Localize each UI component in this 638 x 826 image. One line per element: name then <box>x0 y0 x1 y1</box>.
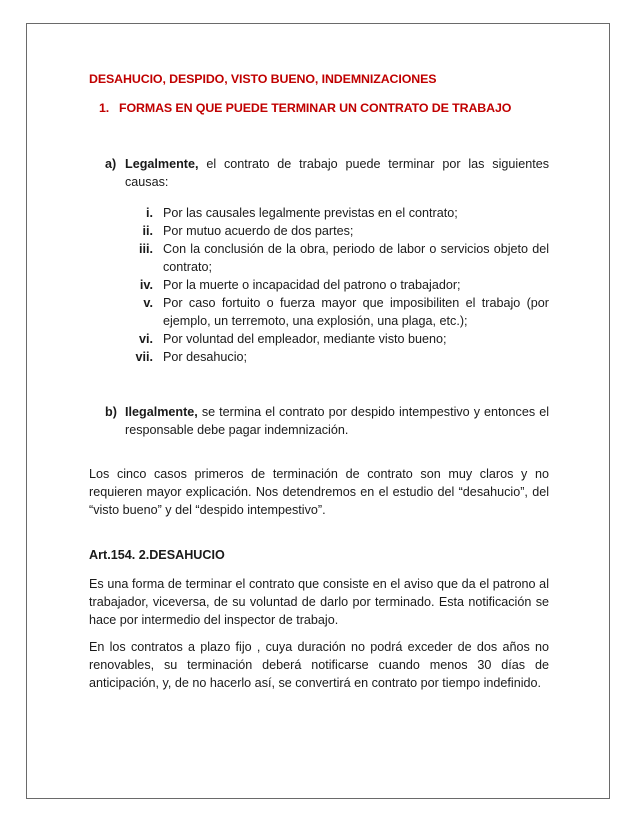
cause-text: Por mutuo acuerdo de dos partes; <box>163 224 354 238</box>
list-item <box>89 204 549 222</box>
cause-text: Por voluntad del empleador, mediante visto bueno; <box>163 332 447 346</box>
roman-numeral: ii. <box>142 224 153 238</box>
paragraph: En los contratos a plazo fijo , cuya duración no podrá exceder de dos años no renovables, su terminación deberá notificarse cuando menos 30 días de anticipación, y, de no hacerlo así, se convertirá en contrato por tiempo indefinido. <box>89 640 549 690</box>
roman-numeral: v. <box>143 296 153 310</box>
cause-text: Por caso fortuito o fuerza mayor que imposibiliten el trabajo (por ejemplo, un terremoto, una explosión, una plaga, etc.); <box>163 296 549 328</box>
item-lead: Ilegalmente, <box>125 405 198 419</box>
cause-text: Por la muerte o incapacidad del patrono o trabajador; <box>163 278 461 292</box>
list-letter: a) <box>105 157 117 171</box>
item-lead: Legalmente, <box>125 157 199 171</box>
causes-list <box>89 204 549 366</box>
section-title: FORMAS EN QUE PUEDE TERMINAR UN CONTRATO DE TRABAJO <box>119 101 512 115</box>
cause-text: Por desahucio; <box>163 350 248 364</box>
roman-numeral: vii. <box>135 350 153 364</box>
document-title: DESAHUCIO, DESPIDO, VISTO BUENO, INDEMNIZACIONES <box>89 72 437 86</box>
document-body <box>89 70 549 692</box>
list-item <box>89 222 549 240</box>
cause-text: Por las causales legalmente previstas en el contrato; <box>163 206 458 220</box>
list-item <box>89 240 549 276</box>
list-item <box>89 348 549 366</box>
article-heading: Art.154. 2.DESAHUCIO <box>89 548 225 562</box>
section-heading <box>89 99 549 117</box>
roman-numeral: iv. <box>139 278 153 292</box>
paragraph: Es una forma de terminar el contrato que consiste en el aviso que da el patrono al trabajador, viceversa, de su voluntad de darlo por terminado. Esta notificación se hace por intermedio del inspector de trabajo. <box>89 577 549 627</box>
section-number: 1. <box>99 101 110 115</box>
item-text: el contrato de trabajo puede terminar por las siguientes causas: <box>125 157 549 189</box>
cause-text: Con la conclusión de la obra, periodo de labor o servicios objeto del contrato; <box>163 242 549 274</box>
list-item-body <box>125 403 549 439</box>
list-item-b <box>89 403 549 439</box>
list-item <box>89 276 549 294</box>
list-item-a <box>89 155 549 191</box>
list-item-body <box>125 155 549 191</box>
paragraph: Los cinco casos primeros de terminación de contrato son muy claros y no requieren mayor explicación. Nos detendremos en el estudio del “desahucio”, del “visto bueno” y del “despido intempestivo”. <box>89 467 549 517</box>
roman-numeral: vi. <box>138 332 153 346</box>
list-item <box>89 294 549 330</box>
roman-numeral: i. <box>146 206 153 220</box>
list-item <box>89 330 549 348</box>
item-text: se termina el contrato por despido intempestivo y entonces el responsable debe pagar indemnización. <box>125 405 549 437</box>
list-letter: b) <box>105 405 117 419</box>
roman-numeral: iii. <box>139 242 153 256</box>
